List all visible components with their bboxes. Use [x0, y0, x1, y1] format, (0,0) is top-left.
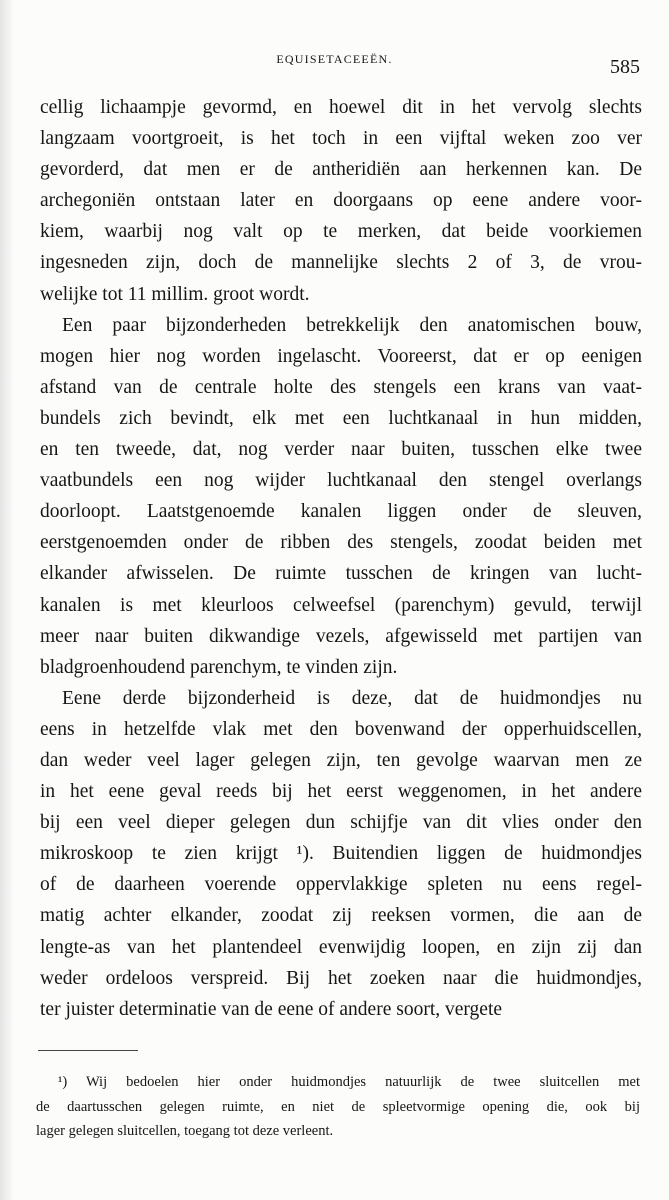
text-line: dan weder veel lager gelegen zijn, ten gevolge waarvan men ze: [40, 749, 642, 771]
text-line: doorloopt. Laatstgenoemde kanalen liggen onder de sleuven,: [40, 501, 642, 523]
text-line: meer naar buiten dikwandige vezels, afgewisseld met partijen van: [40, 625, 642, 647]
text-line: bij een veel dieper gelegen dun schijfje van dit vlies onder den: [40, 812, 642, 834]
text-line: ter juister determinatie van de eene of andere soort, vergete: [40, 998, 503, 1020]
page-number: 585: [610, 56, 640, 78]
text-line: matig achter elkander, zoodat zij reeksen vormen, die aan de: [40, 905, 642, 927]
text-line: archegoniën ontstaan later en doorgaans op eene andere voor-: [40, 190, 642, 212]
text-line: langzaam voortgroeit, is het toch in een vijftal weken zoo ver: [40, 128, 642, 150]
text-line: elkander afwisselen. De ruimte tusschen de kringen van lucht-: [40, 563, 642, 585]
text-line: eens in hetzelfde vlak met den bovenwand der opperhuidscellen,: [40, 718, 642, 740]
footnote-line: ¹) Wij bedoelen hier onder huidmondjes natuurlijk de twee sluitcellen met: [58, 1074, 640, 1090]
text-line: afstand van de centrale holte des stengels een krans van vaat-: [40, 376, 642, 398]
text-line: weder ordeloos verspreid. Bij het zoeken naar die huidmondjes,: [40, 967, 642, 989]
text-line: gevorderd, dat men er de antheridiën aan herkennen kan. De: [40, 159, 642, 181]
text-line: welijke tot 11 millim. groot wordt.: [40, 283, 310, 305]
text-line: bundels zich bevindt, elk met een luchtkanaal in hun midden,: [40, 407, 642, 429]
body-text: [40, 92, 642, 1025]
text-line: bladgroenhoudend parenchym, te vinden zijn.: [40, 656, 398, 678]
footnote: [36, 1070, 640, 1144]
footnote-line: lager gelegen sluitcellen, toegang tot deze verleent.: [36, 1123, 334, 1139]
text-line: mogen hier nog worden ingelascht. Vooreerst, dat er op eenigen: [40, 345, 642, 367]
text-line: eerstgenoemden onder de ribben des stengels, zoodat beiden met: [40, 532, 642, 554]
page-edge-shadow: [0, 0, 14, 1200]
text-line: en ten tweede, dat, nog verder naar buiten, tusschen elke twee: [40, 439, 642, 461]
text-line: in het eene geval reeds bij het eerst weggenomen, in het andere: [40, 781, 642, 803]
text-line: Een paar bijzonderheden betrekkelijk den anatomischen bouw,: [62, 314, 642, 336]
text-line: kanalen is met kleurloos celweefsel (parenchym) gevuld, terwijl: [40, 594, 642, 616]
text-line: Eene derde bijzonderheid is deze, dat de huidmondjes nu: [62, 687, 642, 709]
running-title: EQUISETACEEËN.: [276, 52, 393, 66]
text-line: cellig lichaampje gevormd, en hoewel dit in het vervolg slechts: [40, 97, 642, 118]
footnote-line: de daartusschen gelegen ruimte, en niet de spleetvormige opening die, ook bij: [36, 1098, 640, 1115]
text-line: mikroskoop te zien krijgt ¹). Buitendien liggen de huidmondjes: [40, 843, 642, 865]
footnote-divider: [38, 1050, 138, 1051]
text-line: vaatbundels een nog wijder luchtkanaal den stengel overlangs: [40, 470, 642, 492]
text-line: ingesneden zijn, doch de mannelijke slechts 2 of 3, de vrou-: [40, 252, 642, 274]
text-line: lengte-as van het plantendeel evenwijdig loopen, en zijn zij dan: [40, 936, 642, 958]
text-line: of de daarheen voerende oppervlakkige spleten nu eens regel-: [40, 874, 642, 896]
text-line: kiem, waarbij nog valt op te merken, dat beide voorkiemen: [40, 221, 642, 243]
